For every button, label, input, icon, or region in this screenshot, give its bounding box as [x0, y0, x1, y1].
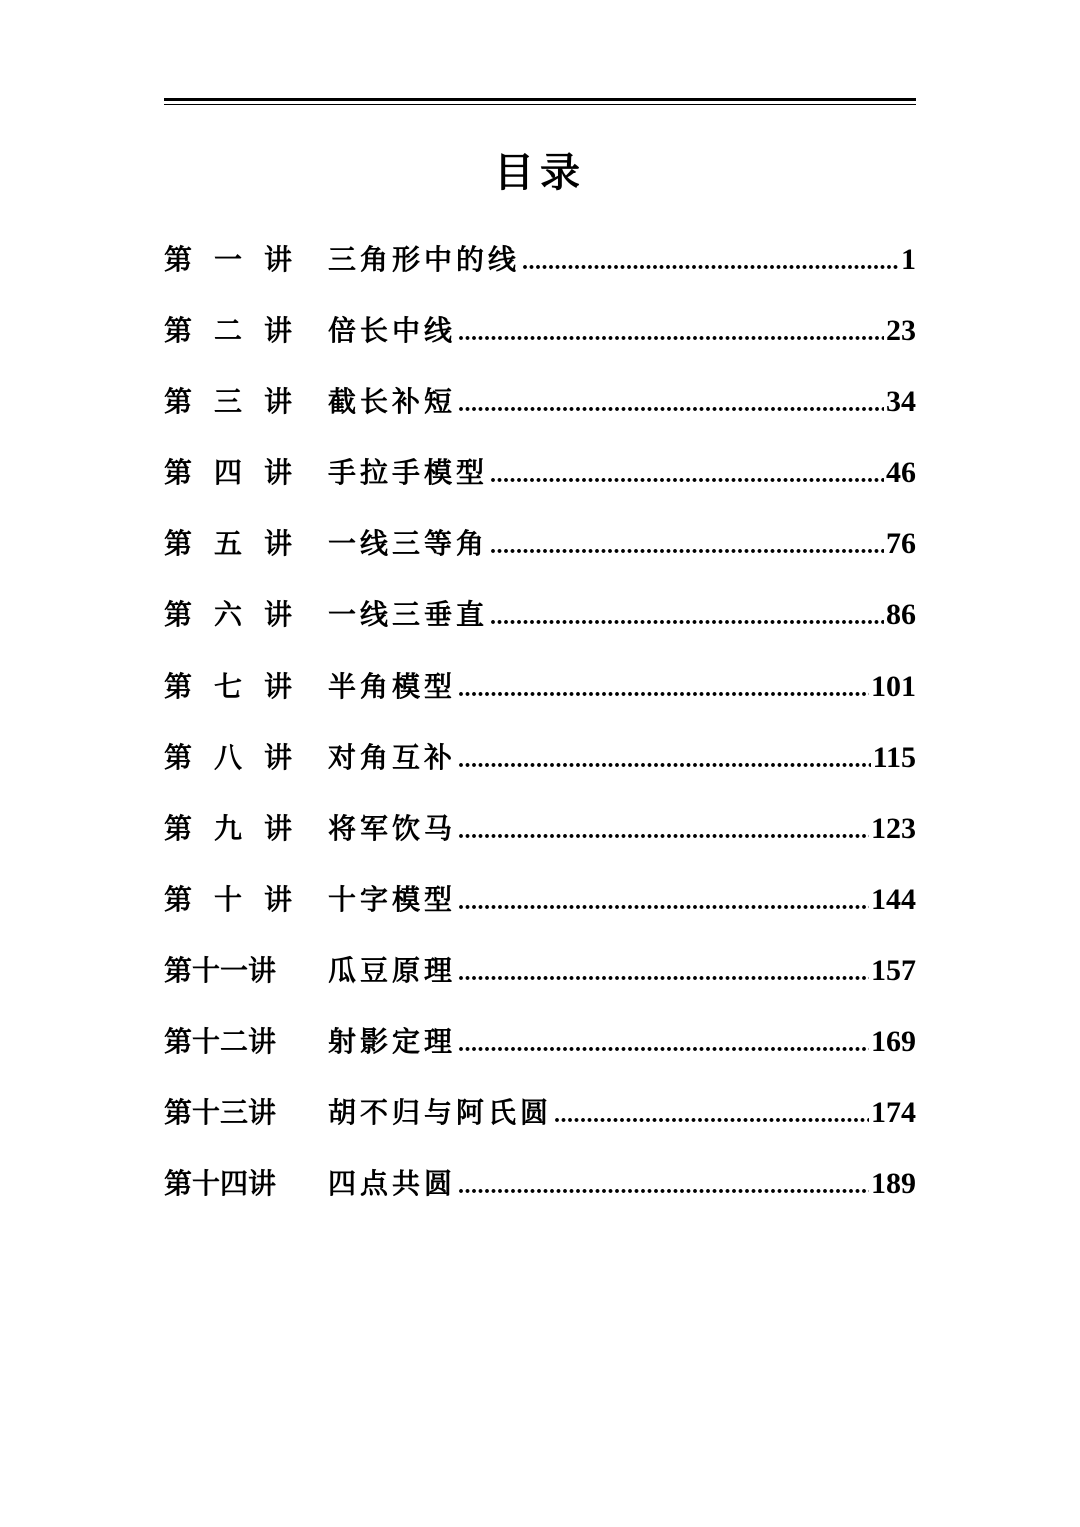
- toc-lecture-number: [164, 232, 292, 288]
- toc-lecture-char: 五: [213, 527, 242, 561]
- toc-dot-leader: [458, 305, 884, 361]
- toc-entry[interactable]: [164, 303, 916, 374]
- toc-topic: 胡不归与阿氏圆: [328, 1096, 553, 1130]
- toc-dot-leader: [458, 803, 869, 859]
- toc-dot-leader: [554, 1087, 869, 1143]
- toc-entry[interactable]: [164, 374, 916, 445]
- toc-lecture-char: 第: [164, 882, 193, 916]
- toc-lecture-char: 讲: [263, 385, 292, 419]
- toc-page-number: 46: [886, 456, 916, 490]
- toc-lecture-char: 一: [213, 243, 242, 276]
- toc-lecture-char: 八: [213, 740, 242, 774]
- toc-lecture-char: 第: [164, 740, 193, 774]
- toc-lecture-char: 六: [213, 598, 242, 632]
- toc-lecture-number: [164, 1085, 292, 1141]
- toc-lecture-number: [164, 374, 292, 430]
- toc-lecture-char: 二: [213, 314, 242, 348]
- toc-page-number: 86: [886, 598, 916, 632]
- toc-dot-leader: [458, 874, 869, 930]
- toc-topic: 对角互补: [328, 740, 457, 774]
- toc-entry[interactable]: [164, 659, 916, 730]
- toc-topic: 倍长中线: [328, 314, 457, 348]
- toc-dot-leader: [490, 518, 884, 574]
- toc-lecture-number: [164, 445, 292, 501]
- toc-lecture-char: 第十一讲: [164, 953, 277, 987]
- toc-topic: 手拉手模型: [328, 456, 489, 490]
- toc-lecture-number: [164, 1156, 292, 1212]
- toc-topic: 三角形中的线: [328, 243, 521, 276]
- toc-entry[interactable]: [164, 516, 916, 587]
- toc-lecture-number: [164, 303, 292, 359]
- toc-lecture-char: 第: [164, 456, 193, 490]
- toc-page-number: 189: [871, 1167, 916, 1201]
- toc-lecture-char: 第: [164, 527, 193, 561]
- header-rule-thin: [164, 104, 916, 105]
- toc-lecture-number: [164, 659, 292, 715]
- toc-lecture-char: 讲: [263, 456, 292, 490]
- toc-dot-leader: [522, 234, 899, 290]
- toc-entry[interactable]: [164, 1156, 916, 1227]
- toc-dot-leader: [458, 661, 869, 717]
- toc-lecture-char: 第十三讲: [164, 1096, 277, 1130]
- toc-lecture-char: 讲: [263, 243, 292, 276]
- toc-dot-leader: [458, 732, 871, 788]
- toc-lecture-char: 第十二讲: [164, 1025, 277, 1059]
- toc-lecture-number: [164, 587, 292, 643]
- toc-topic: 十字模型: [328, 882, 457, 916]
- toc-lecture-char: 第: [164, 243, 193, 276]
- toc-entry[interactable]: [164, 1014, 916, 1085]
- toc-entry[interactable]: [164, 232, 916, 303]
- toc-entry[interactable]: [164, 872, 916, 943]
- toc-lecture-char: 讲: [263, 314, 292, 348]
- toc-lecture-number: [164, 801, 292, 857]
- toc-page-number: 144: [871, 882, 916, 916]
- toc-topic: 一线三等角: [328, 527, 489, 561]
- toc-page-number: 169: [871, 1025, 916, 1059]
- toc-page-number: 101: [871, 669, 916, 703]
- toc-lecture-char: 讲: [263, 811, 292, 845]
- toc-page-number: 123: [871, 811, 916, 845]
- toc-topic: 射影定理: [328, 1025, 457, 1059]
- toc-topic: 截长补短: [328, 385, 457, 419]
- table-of-contents: [164, 232, 916, 1227]
- toc-dot-leader: [490, 447, 884, 503]
- toc-dot-leader: [458, 1158, 869, 1214]
- toc-entry[interactable]: [164, 801, 916, 872]
- toc-entry[interactable]: [164, 730, 916, 801]
- toc-entry[interactable]: [164, 943, 916, 1014]
- toc-lecture-char: 第: [164, 669, 193, 703]
- toc-lecture-char: 七: [213, 669, 242, 703]
- toc-lecture-char: 第十四讲: [164, 1167, 277, 1201]
- toc-lecture-number: [164, 730, 292, 786]
- toc-page-number: 174: [871, 1096, 916, 1130]
- toc-topic: 瓜豆原理: [328, 953, 457, 987]
- toc-lecture-number: [164, 1014, 292, 1070]
- toc-lecture-number: [164, 516, 292, 572]
- toc-lecture-char: 讲: [263, 598, 292, 632]
- toc-lecture-number: [164, 943, 292, 999]
- toc-page-number: 157: [871, 953, 916, 987]
- toc-lecture-char: 第: [164, 314, 193, 348]
- toc-page-number: 34: [886, 385, 916, 419]
- toc-lecture-char: 讲: [263, 527, 292, 561]
- toc-topic: 四点共圆: [328, 1167, 457, 1201]
- toc-dot-leader: [458, 1016, 869, 1072]
- toc-topic: 将军饮马: [328, 811, 457, 845]
- toc-lecture-char: 第: [164, 811, 193, 845]
- toc-lecture-char: 四: [213, 456, 242, 490]
- header-rule-thick: [164, 98, 916, 101]
- toc-lecture-char: 第: [164, 385, 193, 419]
- toc-lecture-char: 讲: [263, 669, 292, 703]
- toc-entry[interactable]: [164, 445, 916, 516]
- toc-lecture-char: 三: [213, 385, 242, 419]
- toc-page-number: 23: [886, 314, 916, 348]
- toc-page-number: 76: [886, 527, 916, 561]
- toc-lecture-char: 十: [213, 882, 242, 916]
- toc-entry[interactable]: [164, 587, 916, 658]
- page-title: 目录: [494, 149, 586, 196]
- toc-dot-leader: [458, 376, 884, 432]
- toc-lecture-char: 讲: [263, 882, 292, 916]
- toc-dot-leader: [458, 945, 869, 1001]
- toc-entry[interactable]: [164, 1085, 916, 1156]
- toc-dot-leader: [490, 589, 884, 645]
- toc-lecture-number: [164, 872, 292, 928]
- toc-page-number: 115: [872, 740, 916, 774]
- toc-page-number: 1: [901, 243, 916, 276]
- toc-lecture-char: 九: [213, 811, 242, 845]
- toc-topic: 一线三垂直: [328, 598, 489, 632]
- toc-lecture-char: 讲: [263, 740, 292, 774]
- toc-topic: 半角模型: [328, 669, 457, 703]
- toc-lecture-char: 第: [164, 598, 193, 632]
